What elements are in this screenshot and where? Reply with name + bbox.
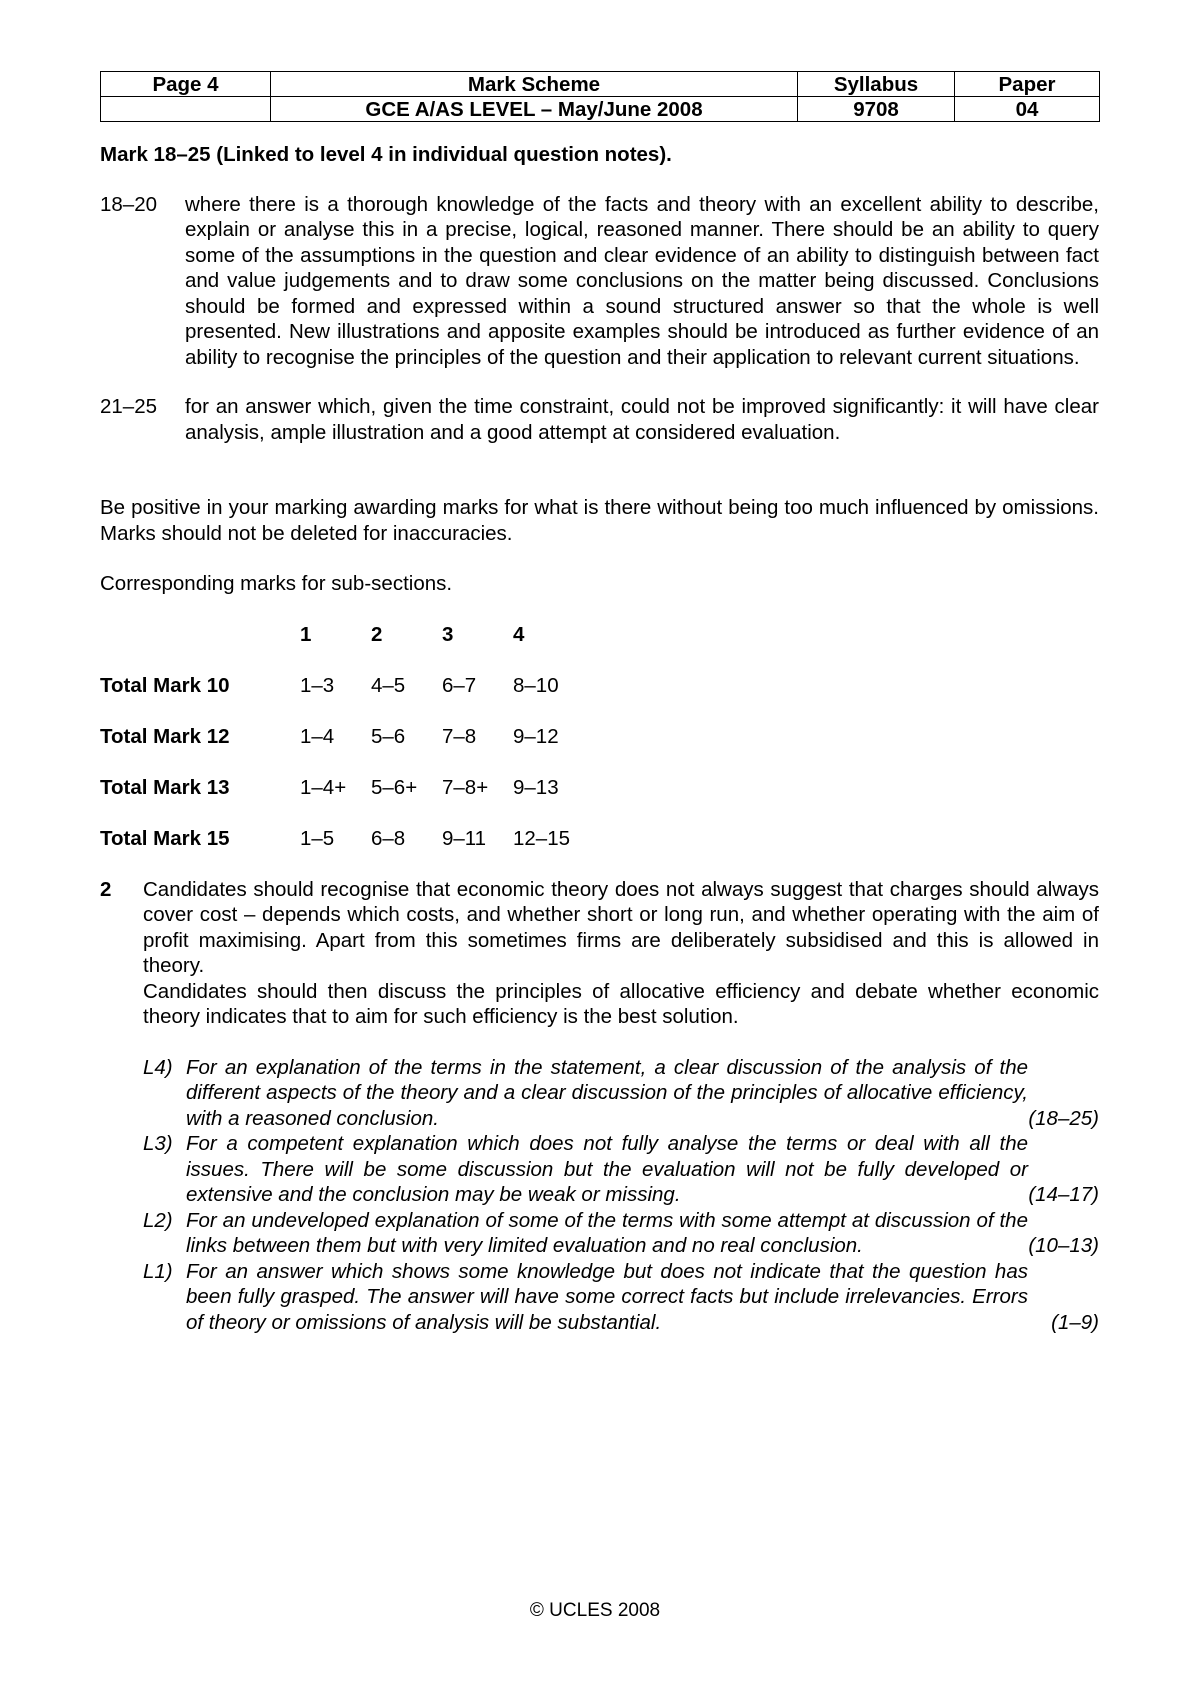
table-cell: 4–5: [371, 673, 406, 697]
table-row: [100, 775, 1099, 801]
table-row: [100, 673, 1099, 699]
table-cell: 7–8: [442, 724, 477, 748]
level-marks: (18–25): [1028, 1106, 1099, 1130]
level-text: For an explanation of the terms in the statement, a clear discussion of the analysis of the different aspects of the theory and a clear discussion of the principles of allocative efficiency, with a reasoned conclusion.: [186, 1055, 1028, 1130]
level-key: L1): [143, 1259, 173, 1283]
level-marks: (10–13): [1028, 1234, 1099, 1257]
table-cell: 8–10: [513, 673, 559, 697]
question-number: 2: [100, 877, 112, 901]
header-exam-title: GCE A/AS LEVEL – May/June 2008: [271, 97, 798, 122]
header-page: Page 4: [101, 72, 271, 97]
header-table: [100, 71, 1100, 122]
mark-band-range: 21–25: [100, 395, 158, 418]
level-key: L3): [143, 1132, 173, 1155]
header-syllabus: Syllabus: [798, 72, 955, 97]
level-descriptors: [143, 1055, 1099, 1336]
level-key: L2): [143, 1208, 173, 1232]
row-label: Total Mark 13: [100, 775, 230, 799]
question-paragraph: Candidates should then discuss the principles of allocative efficiency and debate whether economic theory indicates that to aim for such efficiency is the best solution.: [143, 979, 1099, 1028]
row-label: Total Mark 10: [100, 673, 230, 697]
table-cell: 1–4: [300, 724, 335, 748]
row-label: Total Mark 15: [100, 826, 230, 850]
table-cell: 5–6+: [371, 775, 418, 799]
column-header: 3: [442, 622, 454, 646]
table-cell: 1–5: [300, 826, 335, 850]
table-header-blank: [100, 622, 300, 648]
header-row-1: [101, 72, 1100, 97]
question-body: [143, 877, 1099, 1336]
column-header: 4: [513, 622, 525, 646]
mark-band-text: where there is a thorough knowledge of the facts and theory with an excellent ability to describe, explain or analyse this in a precise, logical, reasoned manner. There should be an ability to query some of the assumptions in the question and clear evidence of an ability to distinguish between fact and value judgements and to draw some conclusions on the matter being discussed. Conclusions should be formed and expressed within a sound structured answer so that the whole is well presented. New illustrations and apposite examples should be introduced as further evidence of an ability to recognise the principles of the question and their application to relevant current situations.: [185, 192, 1099, 369]
header-empty-cell: [101, 97, 271, 122]
table-cell: 9–13: [513, 775, 559, 799]
header-syllabus-code: 9708: [798, 97, 955, 122]
level-descriptor: [143, 1259, 1099, 1336]
level-text: For an undeveloped explanation of some of the terms with some attempt at discussion of the links between them but with very limited evaluation and no real conclusion.: [186, 1208, 1028, 1257]
column-header: 2: [371, 622, 383, 646]
row-label: Total Mark 12: [100, 724, 230, 748]
header-paper: Paper: [955, 72, 1100, 97]
level-descriptor: [143, 1208, 1099, 1259]
table-cell: 9–11: [442, 826, 487, 850]
section-heading: Mark 18–25 (Linked to level 4 in individual question notes).: [100, 143, 672, 166]
table-cell: 9–12: [513, 724, 559, 748]
table-cell: 5–6: [371, 724, 406, 748]
mark-band: [100, 192, 1099, 371]
question-block: [100, 877, 1099, 1336]
table-cell: 1–4+: [300, 775, 347, 799]
mark-band-range: 18–20: [100, 192, 158, 216]
header-mark-scheme: Mark Scheme: [271, 72, 798, 97]
column-header: 1: [300, 622, 312, 646]
table-header-row: [100, 622, 1099, 648]
table-row: [100, 826, 1099, 852]
header-paper-number: 04: [955, 97, 1100, 122]
mark-band-text: for an answer which, given the time constraint, could not be improved significantly: it will have clear analysis, ample illustration and a good attempt at considered evaluation.: [185, 395, 1099, 444]
table-cell: 12–15: [513, 826, 571, 850]
subsection-marks-table: [100, 622, 1099, 852]
level-key: L4): [143, 1055, 173, 1079]
table-cell: 6–7: [442, 673, 477, 697]
level-descriptor: [143, 1055, 1099, 1132]
level-descriptor: [143, 1131, 1099, 1208]
level-marks: (1–9): [1051, 1310, 1099, 1334]
table-row: [100, 724, 1099, 750]
header-row-2: [101, 97, 1100, 122]
table-cell: 1–3: [300, 673, 335, 697]
level-text: For an answer which shows some knowledge but does not indicate that the question has been fully grasped. The answer will have some correct facts but include irrelevancies. Errors of theory or omissions of analysis will be substantial.: [186, 1259, 1028, 1334]
level-text: For a competent explanation which does not fully analyse the terms or deal with all the issues. There will be some discussion but the evaluation will not be fully developed or extensive and the conclusion may be weak or missing.: [186, 1132, 1028, 1206]
table-cell: 6–8: [371, 826, 406, 850]
mark-band: [100, 394, 1099, 445]
marking-guidance: Be positive in your marking awarding marks for what is there without being too much influenced by omissions. Marks should not be deleted for inaccuracies.: [100, 496, 1099, 545]
document-page: [100, 71, 1099, 1335]
level-marks: (14–17): [1028, 1183, 1099, 1206]
copyright-footer: © UCLES 2008: [529, 1600, 661, 1621]
question-paragraph: Candidates should recognise that economic theory does not always suggest that charges should always cover cost – depends which costs, and whether short or long run, and whether operating with the aim of profit maximising. Apart from this sometimes firms are deliberately subsidised and this is allowed in theory.: [143, 877, 1099, 977]
table-cell: 7–8+: [442, 775, 489, 799]
corresponding-marks-intro: Corresponding marks for sub-sections.: [100, 572, 453, 595]
